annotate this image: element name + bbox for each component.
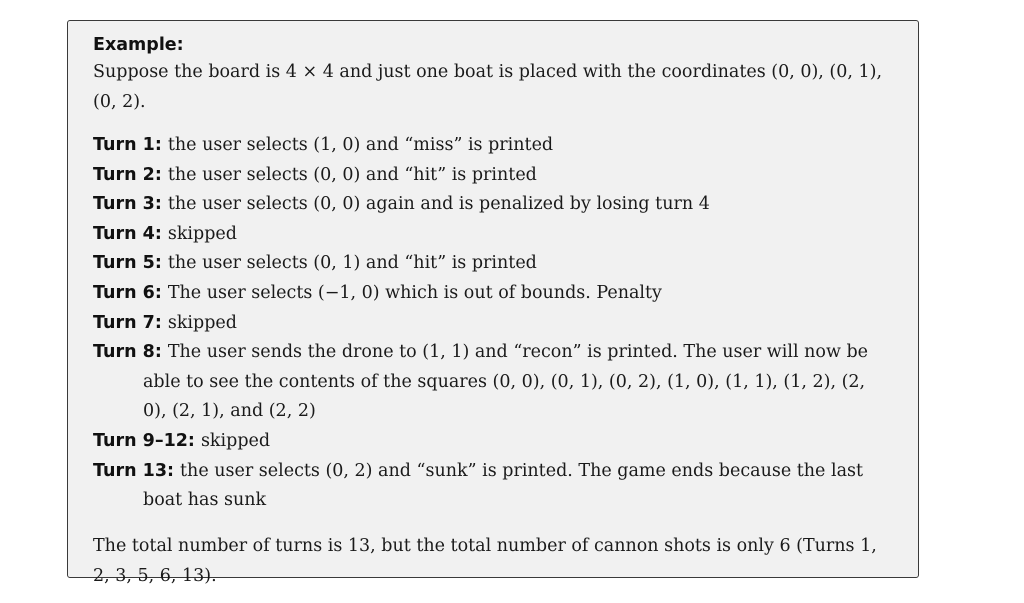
example-summary: The total number of turns is 13, but the total number of cannon shots is only 6 (Turns 1, 2, 3, 5, 6, 13). bbox=[93, 535, 877, 586]
turn-text: the user selects (0, 1) and “hit” is printed bbox=[167, 253, 537, 274]
turn-text: The user sends the drone to (1, 1) and “recon” is printed. The user will now be able to see the contents of the squares (0, 0), (0, 1), (0, 2), (1, 0), (1, 1), (1, 2), (2, 0), (2, 1), and (2, 2) bbox=[143, 342, 869, 422]
example-box bbox=[67, 20, 919, 586]
turn-list bbox=[93, 131, 894, 516]
turn-item bbox=[93, 220, 894, 250]
turn-label: Turn 6: bbox=[93, 282, 162, 303]
turn-label: Turn 7: bbox=[93, 312, 162, 333]
turn-text: skipped bbox=[200, 430, 271, 451]
turn-label: Turn 4: bbox=[93, 223, 162, 244]
turn-text: the user selects (1, 0) and “miss” is printed bbox=[167, 135, 554, 155]
turn-item bbox=[93, 190, 894, 220]
turn-item bbox=[93, 338, 894, 427]
turn-label: Turn 2: bbox=[93, 164, 162, 185]
turn-text: The user selects (−1, 0) which is out of bounds. Penalty bbox=[167, 282, 662, 303]
turn-text: skipped bbox=[167, 312, 237, 333]
turn-item bbox=[93, 161, 894, 191]
turn-text: the user selects (0, 2) and “sunk” is printed. The game ends because the last boat has sunk bbox=[143, 460, 864, 511]
turn-label: Turn 5: bbox=[93, 253, 162, 274]
turn-item bbox=[93, 457, 894, 516]
turn-text: the user selects (0, 0) again and is penalized by losing turn 4 bbox=[167, 194, 710, 215]
turn-label: Turn 9–12: bbox=[93, 430, 195, 451]
turn-text: skipped bbox=[167, 223, 237, 244]
turn-label: Turn 13: bbox=[93, 460, 175, 481]
turn-label: Turn 1: bbox=[93, 135, 162, 155]
turn-item bbox=[93, 249, 894, 279]
turn-label: Turn 8: bbox=[93, 342, 162, 363]
example-heading: Example: bbox=[93, 35, 184, 55]
turn-item bbox=[93, 131, 894, 161]
turn-label: Turn 3: bbox=[93, 194, 162, 215]
turn-item bbox=[93, 279, 894, 309]
turn-item bbox=[93, 309, 894, 339]
turn-text: the user selects (0, 0) and “hit” is printed bbox=[167, 164, 537, 185]
turn-item bbox=[93, 427, 894, 457]
example-intro: Suppose the board is 4 × 4 and just one boat is placed with the coordinates (0, 0), (0, 1), (0, 2). bbox=[93, 62, 883, 112]
